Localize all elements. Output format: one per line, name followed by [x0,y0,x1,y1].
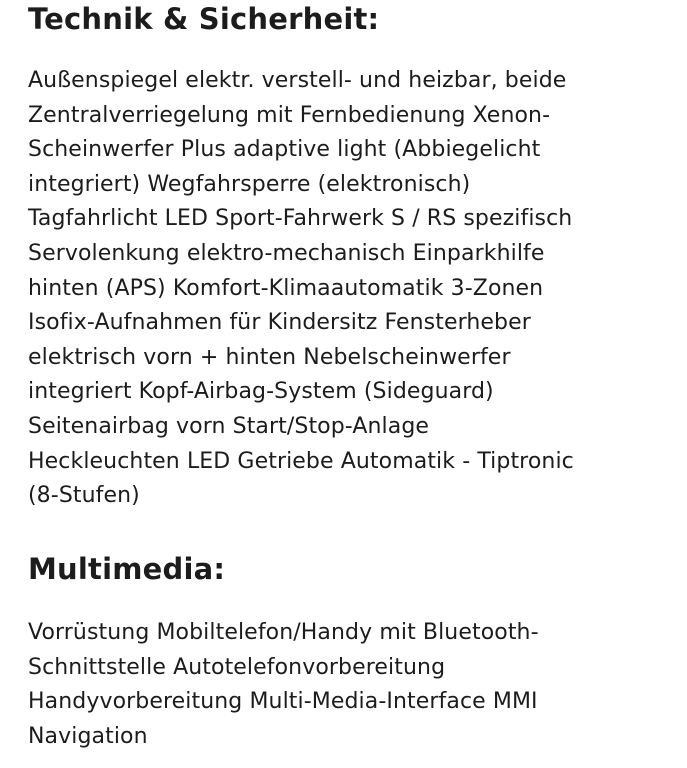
section-text-technik [28,64,574,514]
section-text-multimedia [28,616,539,754]
text-line: Seitenairbag vorn Start/Stop-Anlage [28,413,430,439]
text-line: Isofix-Aufnahmen für Kindersitz Fensterheber [28,310,531,336]
text-line: Zentralverriegelung mit Fernbedienung Xenon- [28,102,551,128]
section-heading-technik: Technik & Sicherheit: [28,2,380,36]
text-line: Schnittstelle Autotelefonvorbereitung [28,654,446,680]
text-line: Heckleuchten LED Getriebe Automatik - Tiptronic [28,448,574,474]
section-heading-multimedia: Multimedia: [28,552,226,586]
text-line: Servolenkung elektro-mechanisch Einparkhilfe [28,240,545,266]
text-line: Handyvorbereitung Multi-Media-Interface MMI [28,689,538,715]
text-line: Außenspiegel elektr. verstell- und heizbar, beide [28,68,567,93]
text-line: Vorrüstung Mobiltelefon/Handy mit Bluetooth- [28,620,539,645]
text-line: Navigation [28,723,148,749]
text-line: (8-Stufen) [28,483,140,509]
text-line: Scheinwerfer Plus adaptive light (Abbiegelicht [28,137,541,163]
text-line: integriert) Wegfahrsperre (elektronisch) [28,171,471,197]
text-line: elektrisch vorn + hinten Nebelscheinwerfer [28,344,511,370]
text-line: hinten (APS) Komfort-Klimaautomatik 3-Zonen [28,275,544,301]
text-line: Tagfahrlicht LED Sport-Fahrwerk S / RS spezifisch [28,206,573,232]
text-line: integriert Kopf-Airbag-System (Sideguard) [28,379,494,405]
